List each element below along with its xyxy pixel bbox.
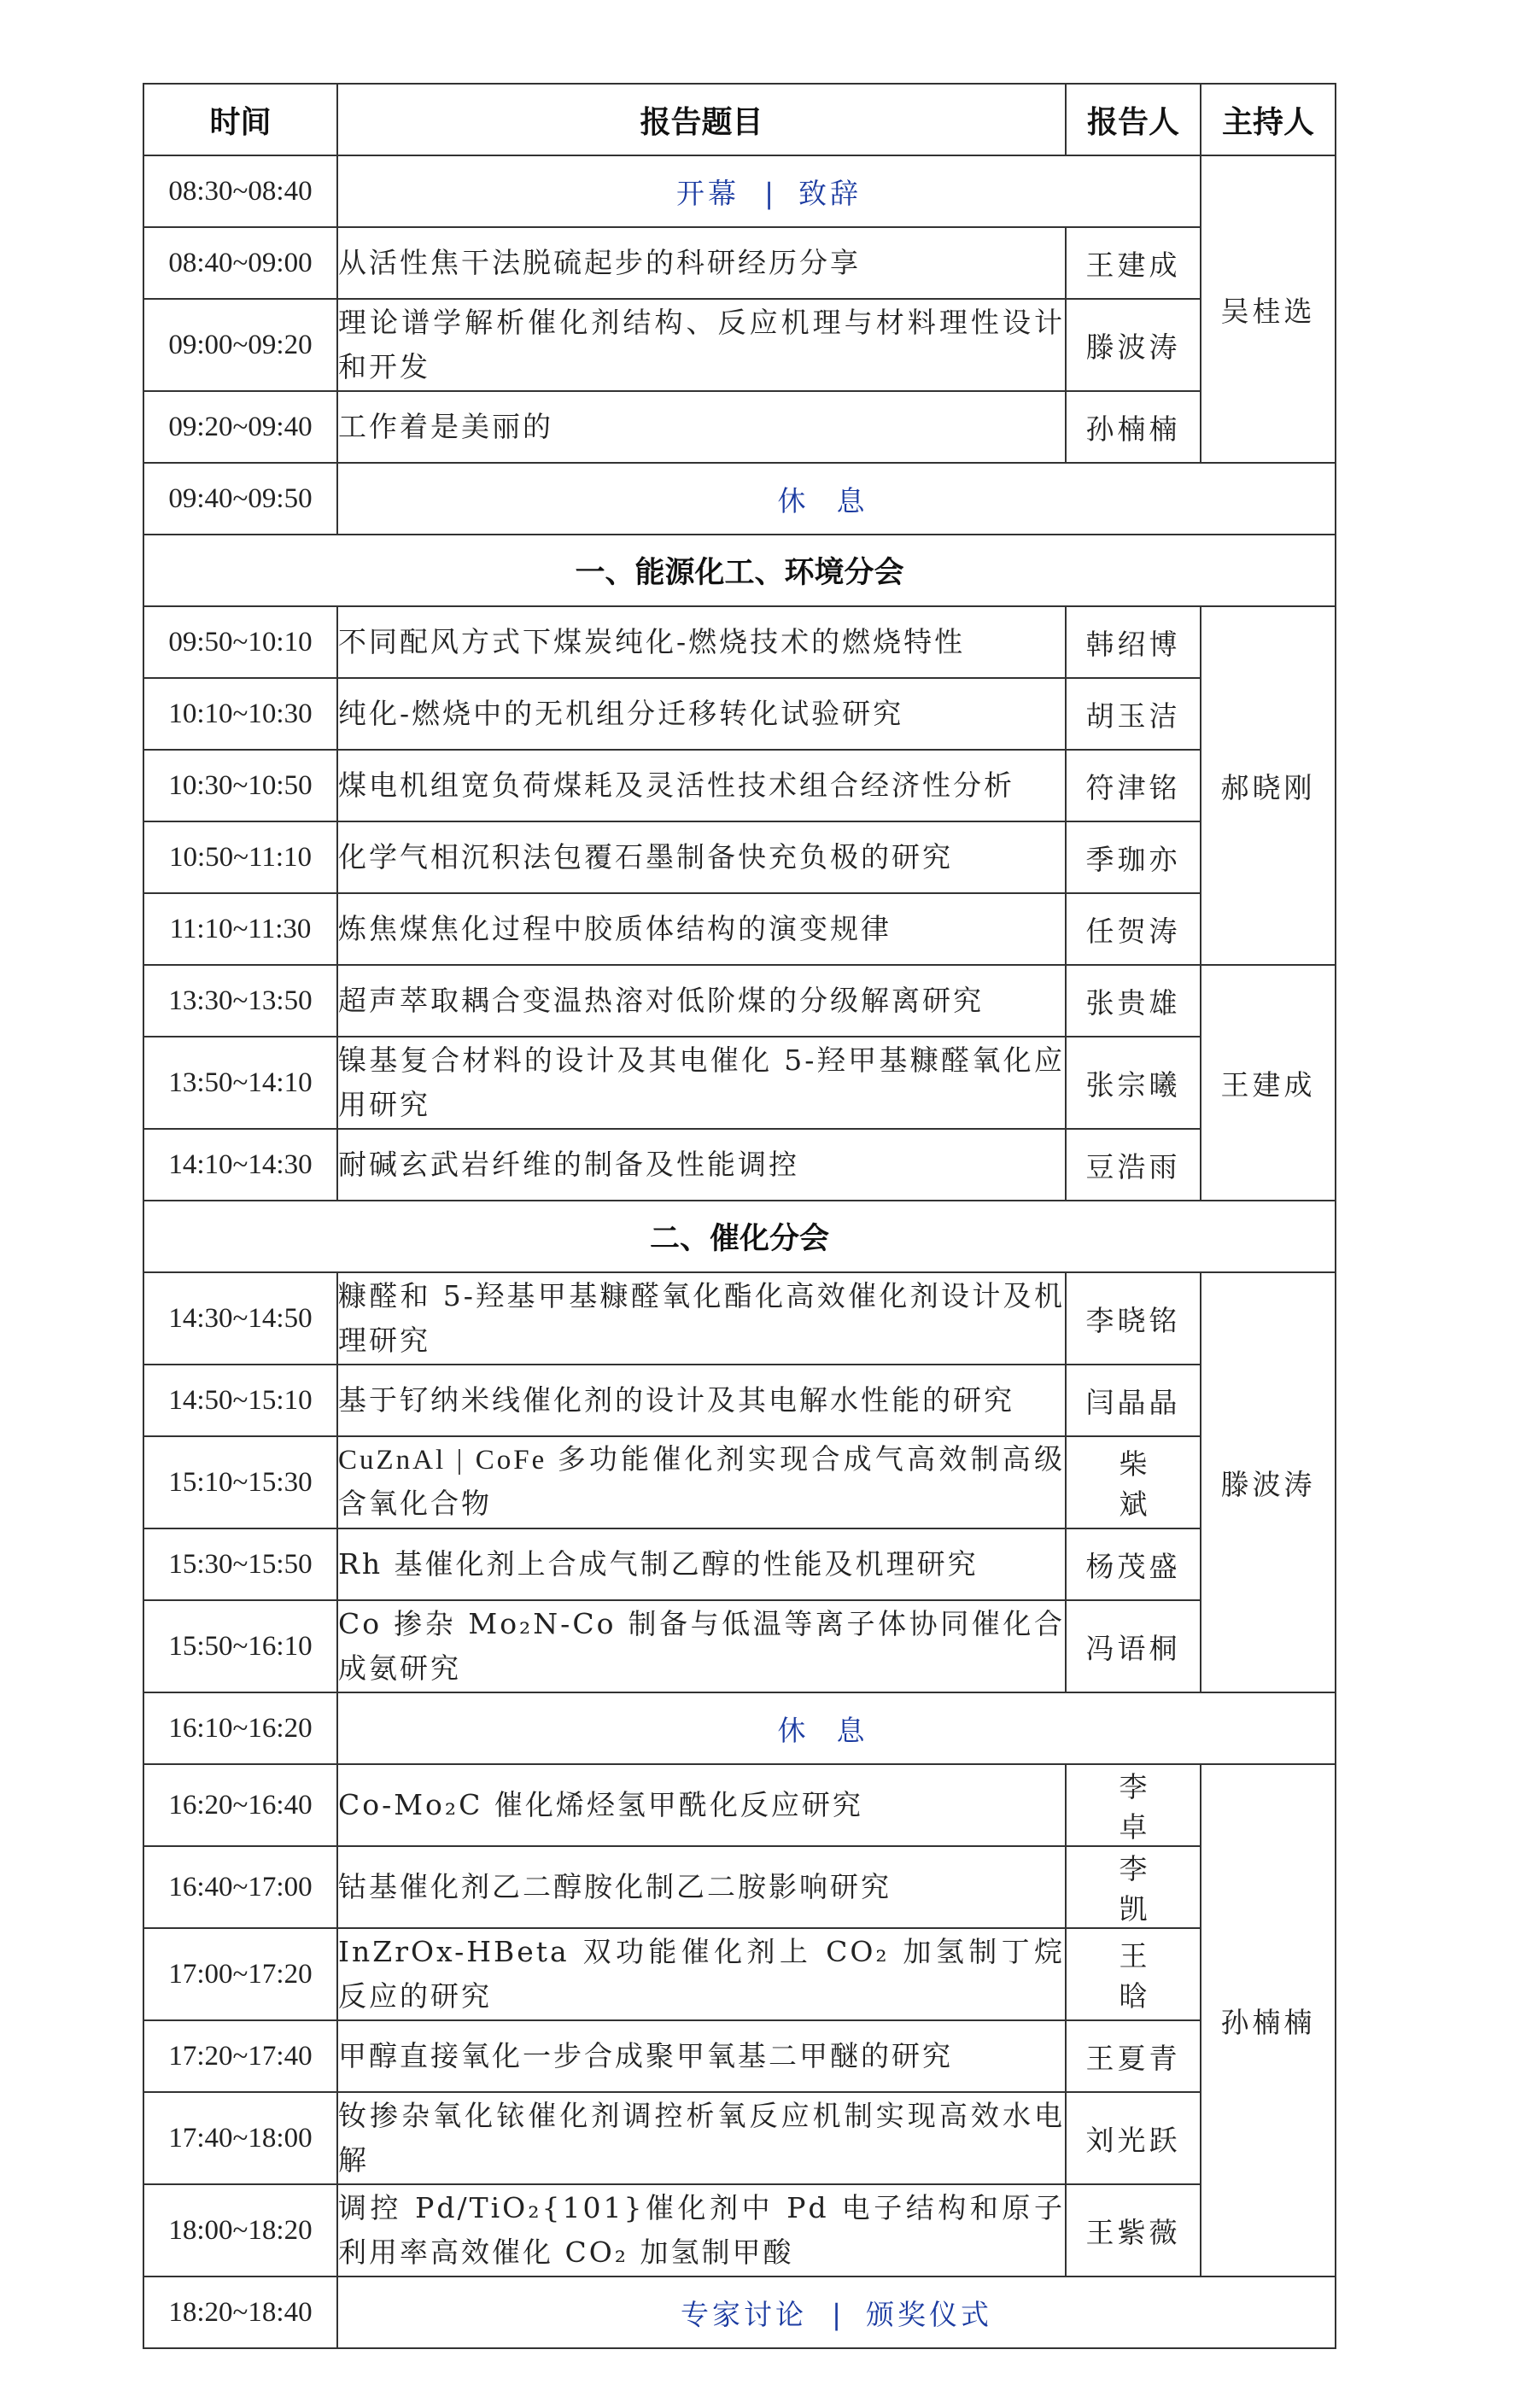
row-time: 09:00~09:20: [143, 299, 337, 391]
row-speaker: 任贺涛: [1066, 893, 1201, 965]
table-row: [143, 299, 1336, 391]
header-host: 主持人: [1201, 84, 1336, 155]
row-speaker: 季珈亦: [1066, 821, 1201, 893]
row-time: 17:00~17:20: [143, 1928, 337, 2020]
table-row: [143, 391, 1336, 463]
row-time: 10:50~11:10: [143, 821, 337, 893]
row-time: 13:30~13:50: [143, 965, 337, 1037]
row-title: InZrOx-HBeta 双功能催化剂上 CO₂ 加氢制丁烷反应的研究: [337, 1928, 1066, 2020]
row-time: 13:50~14:10: [143, 1037, 337, 1129]
row-speaker: 冯语桐: [1066, 1600, 1201, 1692]
row-title: Co 掺杂 Mo₂N-Co 制备与低温等离子体协同催化合成氨研究: [337, 1600, 1066, 1692]
table-row: [143, 821, 1336, 893]
table-row: [143, 965, 1336, 1037]
section-row: [143, 1201, 1336, 1272]
row-speaker: 李凯: [1066, 1846, 1201, 1928]
row-title: 从活性焦干法脱硫起步的科研经历分享: [337, 227, 1066, 299]
closing-sep: |: [831, 2297, 842, 2331]
row-time: 09:40~09:50: [143, 463, 337, 535]
row-title: 不同配风方式下煤炭纯化-燃烧技术的燃烧特性: [337, 606, 1066, 678]
table-row: [143, 2184, 1336, 2276]
row-speaker: 张宗曦: [1066, 1037, 1201, 1129]
opening-event: [337, 155, 1201, 227]
table-row: [143, 606, 1336, 678]
closing-left: 专家讨论: [680, 2297, 807, 2331]
row-speaker: 孙楠楠: [1066, 391, 1201, 463]
row-speaker: 豆浩雨: [1066, 1129, 1201, 1201]
host-cell: 滕波涛: [1201, 1272, 1336, 1692]
row-speaker: 胡玉洁: [1066, 678, 1201, 750]
row-speaker: 王夏青: [1066, 2020, 1201, 2092]
row-speaker: 滕波涛: [1066, 299, 1201, 391]
row-speaker: 韩绍博: [1066, 606, 1201, 678]
row-time: 14:30~14:50: [143, 1272, 337, 1365]
table-row: [143, 1692, 1336, 1764]
closing-right: 颁奖仪式: [866, 2297, 993, 2331]
row-speaker: 闫晶晶: [1066, 1365, 1201, 1436]
host-cell: 王建成: [1201, 965, 1336, 1201]
header-time: 时间: [143, 84, 337, 155]
opening-right: 致辞: [798, 176, 862, 210]
opening-left: 开幕: [675, 176, 740, 210]
row-title: 理论谱学解析催化剂结构、反应机理与材料理性设计和开发: [337, 299, 1066, 391]
section-row: [143, 535, 1336, 606]
table-row: [143, 1528, 1336, 1600]
row-title: 工作着是美丽的: [337, 391, 1066, 463]
row-title: Rh 基催化剂上合成气制乙醇的性能及机理研究: [337, 1528, 1066, 1600]
table-row: [143, 2020, 1336, 2092]
table-row: [143, 1129, 1336, 1201]
opening-sep: |: [763, 176, 775, 210]
row-time: 08:30~08:40: [143, 155, 337, 227]
row-speaker: 王建成: [1066, 227, 1201, 299]
row-speaker: 杨茂盛: [1066, 1528, 1201, 1600]
row-title: 超声萃取耦合变温热溶对低阶煤的分级解离研究: [337, 965, 1066, 1037]
row-title: 煤电机组宽负荷煤耗及灵活性技术组合经济性分析: [337, 750, 1066, 821]
row-time: 18:00~18:20: [143, 2184, 337, 2276]
row-time: 14:10~14:30: [143, 1129, 337, 1201]
table-row: [143, 750, 1336, 821]
row-time: 08:40~09:00: [143, 227, 337, 299]
row-time: 16:10~16:20: [143, 1692, 337, 1764]
row-title: 甲醇直接氧化一步合成聚甲氧基二甲醚的研究: [337, 2020, 1066, 2092]
row-time: 18:20~18:40: [143, 2276, 337, 2348]
row-speaker: 张贵雄: [1066, 965, 1201, 1037]
row-speaker: 李晓铭: [1066, 1272, 1201, 1365]
section-title: 二、催化分会: [143, 1201, 1336, 1272]
header-speaker: 报告人: [1066, 84, 1201, 155]
table-row: [143, 155, 1336, 227]
break-label: 休息: [337, 463, 1336, 535]
row-title: 炼焦煤焦化过程中胶质体结构的演变规律: [337, 893, 1066, 965]
header-row: [143, 84, 1336, 155]
table-row: [143, 1764, 1336, 1846]
row-title: 化学气相沉积法包覆石墨制备快充负极的研究: [337, 821, 1066, 893]
host-cell: 吴桂选: [1201, 155, 1336, 463]
table-row: [143, 463, 1336, 535]
table-row: [143, 227, 1336, 299]
row-time: 17:20~17:40: [143, 2020, 337, 2092]
table-row: [143, 893, 1336, 965]
table-row: [143, 1600, 1336, 1692]
row-speaker: 刘光跃: [1066, 2092, 1201, 2184]
header-title: 报告题目: [337, 84, 1066, 155]
schedule-page: [143, 83, 1335, 2349]
table-row: [143, 678, 1336, 750]
row-time: 15:10~15:30: [143, 1436, 337, 1528]
row-speaker: 王晗: [1066, 1928, 1201, 2020]
section-title: 一、能源化工、环境分会: [143, 535, 1336, 606]
row-title: 调控 Pd/TiO₂{101}催化剂中 Pd 电子结构和原子利用率高效催化 CO₂ 加氢制甲酸: [337, 2184, 1066, 2276]
row-title: 钴基催化剂乙二醇胺化制乙二胺影响研究: [337, 1846, 1066, 1928]
table-row: [143, 1365, 1336, 1436]
row-title: 镍基复合材料的设计及其电催化 5-羟甲基糠醛氧化应用研究: [337, 1037, 1066, 1129]
table-row: [143, 2276, 1336, 2348]
host-cell: 郝晓刚: [1201, 606, 1336, 965]
row-time: 10:10~10:30: [143, 678, 337, 750]
row-time: 15:50~16:10: [143, 1600, 337, 1692]
row-time: 15:30~15:50: [143, 1528, 337, 1600]
break-label: 休息: [337, 1692, 1336, 1764]
row-title: 纯化-燃烧中的无机组分迁移转化试验研究: [337, 678, 1066, 750]
row-time: 09:20~09:40: [143, 391, 337, 463]
table-row: [143, 2092, 1336, 2184]
row-time: 17:40~18:00: [143, 2092, 337, 2184]
row-speaker: 李卓: [1066, 1764, 1201, 1846]
row-title: 基于钌纳米线催化剂的设计及其电解水性能的研究: [337, 1365, 1066, 1436]
row-time: 09:50~10:10: [143, 606, 337, 678]
row-speaker: 王紫薇: [1066, 2184, 1201, 2276]
table-row: [143, 1272, 1336, 1365]
row-title: CuZnAl | CoFe 多功能催化剂实现合成气高效制高级含氧化合物: [337, 1436, 1066, 1528]
row-time: 16:20~16:40: [143, 1764, 337, 1846]
table-row: [143, 1846, 1336, 1928]
row-title: 耐碱玄武岩纤维的制备及性能调控: [337, 1129, 1066, 1201]
row-speaker: 柴斌: [1066, 1436, 1201, 1528]
table-row: [143, 1037, 1336, 1129]
row-time: 16:40~17:00: [143, 1846, 337, 1928]
closing-event: [337, 2276, 1336, 2348]
row-speaker: 符津铭: [1066, 750, 1201, 821]
row-time: 14:50~15:10: [143, 1365, 337, 1436]
row-title: 糠醛和 5-羟基甲基糠醛氧化酯化高效催化剂设计及机理研究: [337, 1272, 1066, 1365]
schedule-table: [143, 83, 1336, 2349]
row-title: Co-Mo₂C 催化烯烃氢甲酰化反应研究: [337, 1764, 1066, 1846]
row-time: 10:30~10:50: [143, 750, 337, 821]
row-title: 钕掺杂氧化铱催化剂调控析氧反应机制实现高效水电解: [337, 2092, 1066, 2184]
table-row: [143, 1928, 1336, 2020]
row-time: 11:10~11:30: [143, 893, 337, 965]
table-row: [143, 1436, 1336, 1528]
host-cell: 孙楠楠: [1201, 1764, 1336, 2276]
